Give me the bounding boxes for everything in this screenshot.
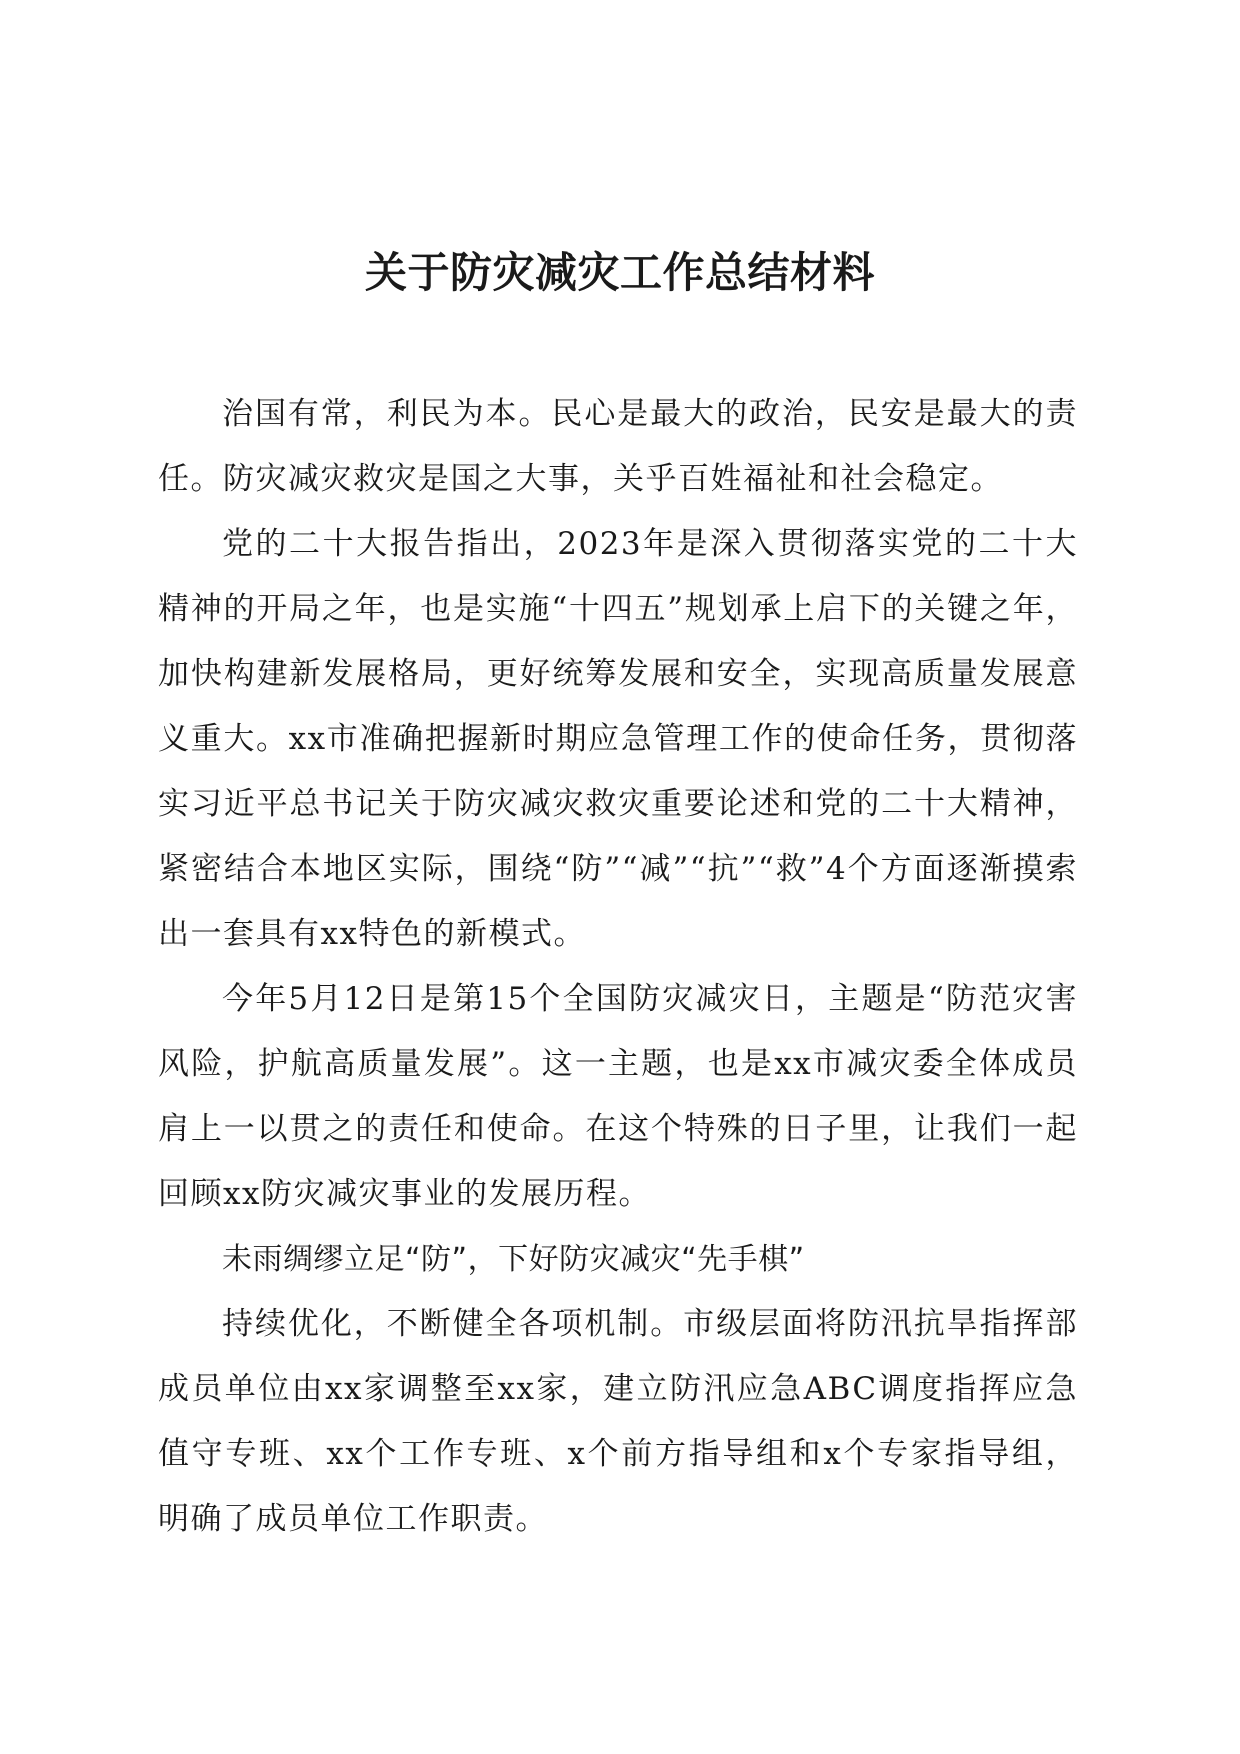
document-title: 关于防灾减灾工作总结材料 — [364, 248, 875, 297]
paragraph-intro: 治国有常，利民为本。民心是最大的政治，民安是最大的责任。防灾减灾救灾是国之大事，关乎百姓福祉和社会稳定。 — [158, 396, 1078, 497]
paragraph-disaster-day: 今年5月12日是第15个全国防灾减灾日，主题是“防范灾害风险，护航高质量发展”。这一主题，也是xx市减灾委全体成员肩上一以贯之的责任和使命。在这个特殊的日子里，让我们一起回顾xx防灾减灾事业的发展历程。 — [158, 981, 1078, 1212]
document-body — [158, 382, 1078, 1552]
section-heading: 未雨绸缪立足“防”，下好防灾减灾“先手棋” — [222, 1242, 805, 1277]
paragraph-report: 党的二十大报告指出，2023年是深入贯彻落实党的二十大精神的开局之年，也是实施“十四五”规划承上启下的关键之年，加快构建新发展格局，更好统筹发展和安全，实现高质量发展意义重大。xx市准确把握新时期应急管理工作的使命任务，贯彻落实习近平总书记关于防灾减灾救灾重要论述和党的二十大精神，紧密结合本地区实际，围绕“防”“减”“抗”“救”4个方面逐渐摸索出一套具有xx特色的新模式。 — [158, 526, 1078, 952]
paragraph-mechanism: 持续优化，不断健全各项机制。市级层面将防汛抗旱指挥部成员单位由xx家调整至xx家，建立防汛应急ABC调度指挥应急值守专班、xx个工作专班、x个前方指导组和x个专家指导组，明确了成员单位工作职责。 — [158, 1306, 1078, 1537]
